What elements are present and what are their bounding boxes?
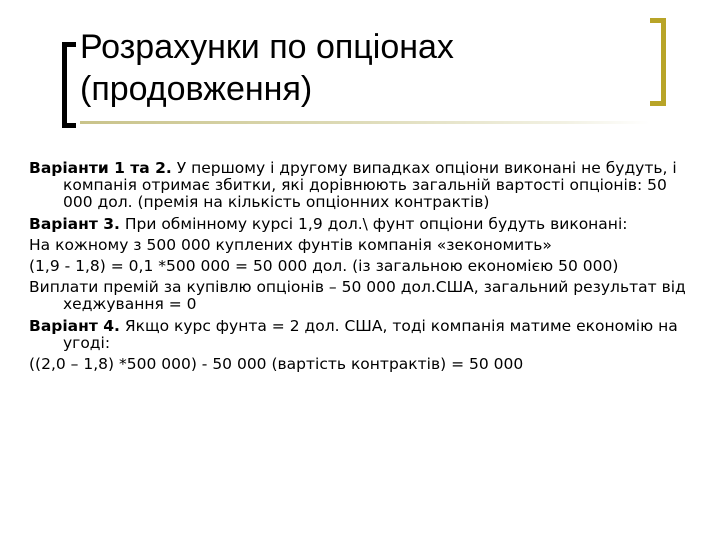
paragraph-variants-1-2 (29, 160, 695, 212)
paragraph-heading: Варіант 3. (29, 214, 120, 233)
paragraph-text: (1,9 - 1,8) = 0,1 *500 000 = 50 000 дол. (із загальною економією 50 000) (29, 257, 619, 276)
paragraph-text: На кожному з 500 000 куплених фунтів компанія «зекономить» (29, 235, 552, 254)
paragraph-text: При обмінному курсі 1,9 дол.\ фунт опціони будуть виконані: (119, 214, 628, 233)
paragraph-variant-3 (29, 216, 695, 233)
slide-body (29, 160, 695, 377)
paragraph-heading: Варіанти 1 та 2. (29, 159, 172, 177)
paragraph-savings-calc (29, 258, 695, 275)
paragraph-variant-4 (29, 318, 695, 352)
paragraph-savings-per-pound (29, 237, 695, 254)
right-bracket-decoration (650, 18, 666, 106)
paragraph-text: У першому і другому випадках опціони виконані не будуть, і компанія отримає збитки, які дорівнюють загальній вартості опціонів: 50 000 дол. (премія на кількість опціонних контрактів) (63, 159, 677, 212)
slide-title (80, 26, 640, 110)
paragraph-text: Якщо курс фунта = 2 дол. США, тоді компанія матиме економію на угоді: (63, 316, 678, 352)
slide-title-line2: (продовження) (80, 70, 313, 108)
title-underline (80, 121, 650, 124)
slide-title-line1: Розрахунки по опціонах (80, 28, 454, 66)
paragraph-variant-4-calc (29, 356, 695, 373)
paragraph-premium-payments (29, 279, 695, 313)
paragraph-heading: Варіант 4. (29, 316, 120, 335)
paragraph-text: Виплати премій за купівлю опціонів – 50 000 дол.США, загальний результат від хеджування = 0 (29, 278, 686, 314)
left-bracket-decoration (62, 42, 76, 128)
paragraph-text: ((2,0 – 1,8) *500 000) - 50 000 (вартість контрактів) = 50 000 (29, 355, 524, 374)
